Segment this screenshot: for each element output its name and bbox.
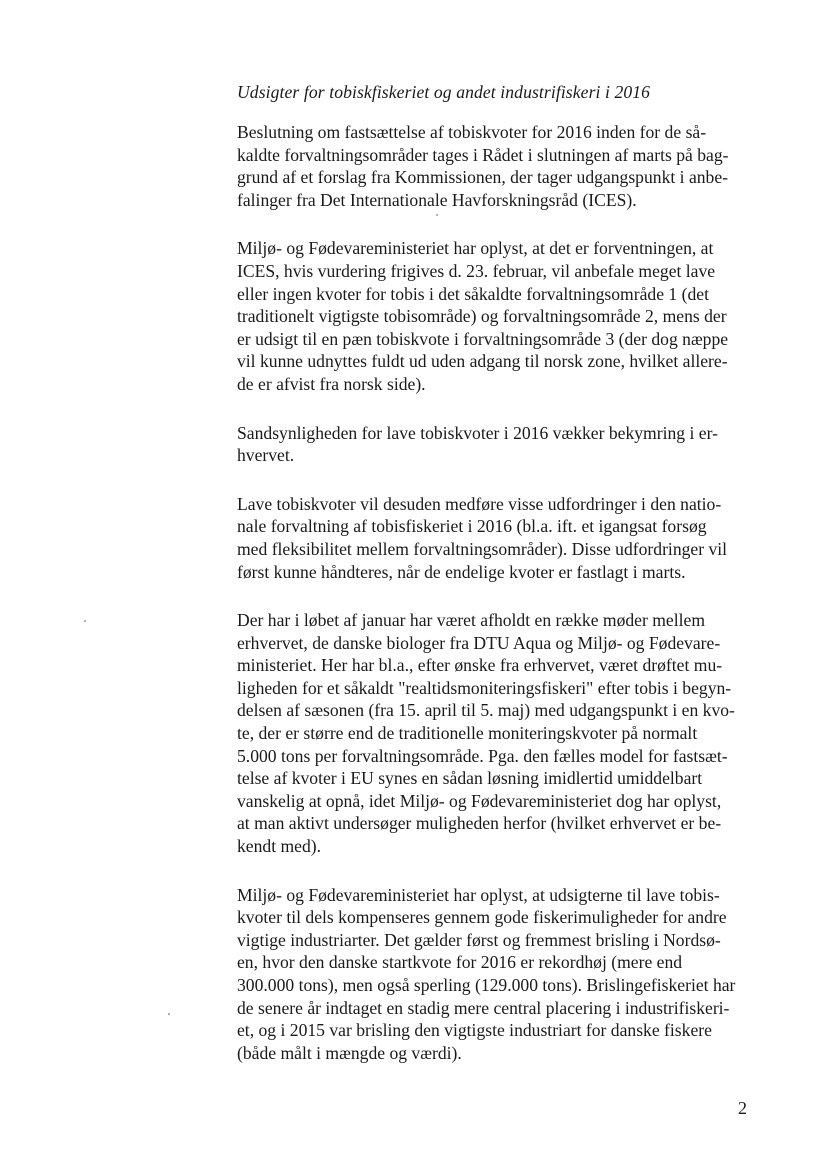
text-line: vigtige industriarter. Det gælder først og fremmest brisling i Nordsø-: [237, 929, 721, 950]
page-number: 2: [738, 1098, 747, 1118]
scan-speck: [84, 620, 86, 622]
text-line: med fleksibilitet mellem forvaltningsområder). Disse udfordringer vil: [237, 538, 728, 559]
section-heading: Udsigter for tobiskfiskeriet og andet industrifiskeri i 2016: [237, 82, 651, 102]
text-line: vil kunne udnyttes fuldt ud uden adgang til norsk zone, hvilket allere-: [237, 351, 728, 372]
text-line: kvoter til dels kompenseres gennem gode fiskerimuligheder for andre: [237, 907, 727, 928]
text-line: kendt med).: [237, 836, 322, 857]
text-line: Miljø- og Fødevareministeriet har oplyst, at det er forventningen, at: [237, 238, 714, 259]
text-line: traditionelt vigtigste tobisområde) og forvaltningsområde 2, mens der: [237, 306, 727, 327]
scan-speck: [168, 1013, 170, 1015]
paragraph: [237, 237, 752, 395]
text-line: de senere år indtaget en stadig mere central placering i industrifiskeri-: [237, 997, 730, 1018]
text-line: Der har i løbet af januar har været afholdt en række møder mellem: [237, 610, 706, 631]
text-line: Beslutning om fastsættelse af tobiskvoter for 2016 inden for de så-: [237, 122, 707, 142]
text-line: 300.000 tons), men også sperling (129.000 tons). Brislingefiskeriet har: [237, 975, 736, 995]
text-line: nale forvaltning af tobisfiskeriet i 2016 (bl.a. ift. et igangsat forsøg: [237, 516, 707, 537]
text-line: ICES, hvis vurdering frigives d. 23. februar, vil anbefale meget lave: [237, 260, 716, 281]
text-line: først kunne håndteres, når de endelige kvoter er fastlagt i marts.: [237, 561, 686, 582]
text-line: Lave tobiskvoter vil desuden medføre visse udfordringer i den natio-: [237, 493, 722, 514]
paragraph: [237, 422, 752, 467]
paragraph: [237, 609, 752, 858]
paragraph: [237, 884, 752, 1065]
text-line: telse af kvoter i EU synes en sådan løsning imidlertid umiddelbart: [237, 768, 703, 789]
text-line: at man aktivt undersøger muligheden herfor (hvilket erhvervet er be-: [237, 813, 722, 834]
text-line: hvervet.: [237, 445, 295, 466]
text-line: ligheden for et såkaldt "realtidsmoniteringsfiskeri" efter tobis i begyn-: [237, 677, 732, 698]
paragraph: [237, 121, 752, 211]
paragraph: [237, 493, 752, 583]
text-line: ministeriet. Her har bl.a., efter ønske fra erhvervet, været drøftet mu-: [237, 655, 723, 676]
text-line: Miljø- og Fødevareministeriet har oplyst, at udsigterne til lave tobis-: [237, 884, 720, 905]
text-line: er udsigt til en pæn tobiskvote i forvaltningsområde 3 (der dog næppe: [237, 328, 729, 349]
text-line: te, der er større end de traditionelle moniteringskvoter på normalt: [237, 723, 698, 744]
text-line: Sandsynligheden for lave tobiskvoter i 2016 vækker bekymring i er-: [237, 422, 718, 443]
document-body: [237, 121, 752, 1090]
text-line: de er afvist fra norsk side).: [237, 373, 426, 394]
text-line: delsen af sæsonen (fra 15. april til 5. maj) med udgangspunkt i en kvo-: [237, 700, 735, 721]
text-line: eller ingen kvoter for tobis i det såkaldte forvaltningsområde 1 (det: [237, 283, 709, 304]
text-line: falinger fra Det Internationale Havforskningsråd (ICES).: [237, 189, 637, 210]
text-line: en, hvor den danske startkvote for 2016 er rekordhøj (mere end: [237, 952, 683, 973]
text-line: et, og i 2015 var brisling den vigtigste industriart for danske fiskere: [237, 1020, 712, 1041]
text-line: kaldte forvaltningsområder tages i Rådet i slutningen af marts på bag-: [237, 144, 729, 165]
text-line: grund af et forslag fra Kommissionen, der tager udgangspunkt i anbe-: [237, 167, 729, 188]
text-line: vanskelig at opnå, idet Miljø- og Fødevareministeriet dog har oplyst,: [237, 790, 722, 811]
scan-speck: [436, 214, 438, 216]
text-line: erhvervet, de danske biologer fra DTU Aqua og Miljø- og Fødevare-: [237, 632, 721, 653]
text-line: 5.000 tons per forvaltningsområde. Pga. den fælles model for fastsæt-: [237, 745, 728, 766]
text-line: (både målt i mængde og værdi).: [237, 1042, 462, 1063]
